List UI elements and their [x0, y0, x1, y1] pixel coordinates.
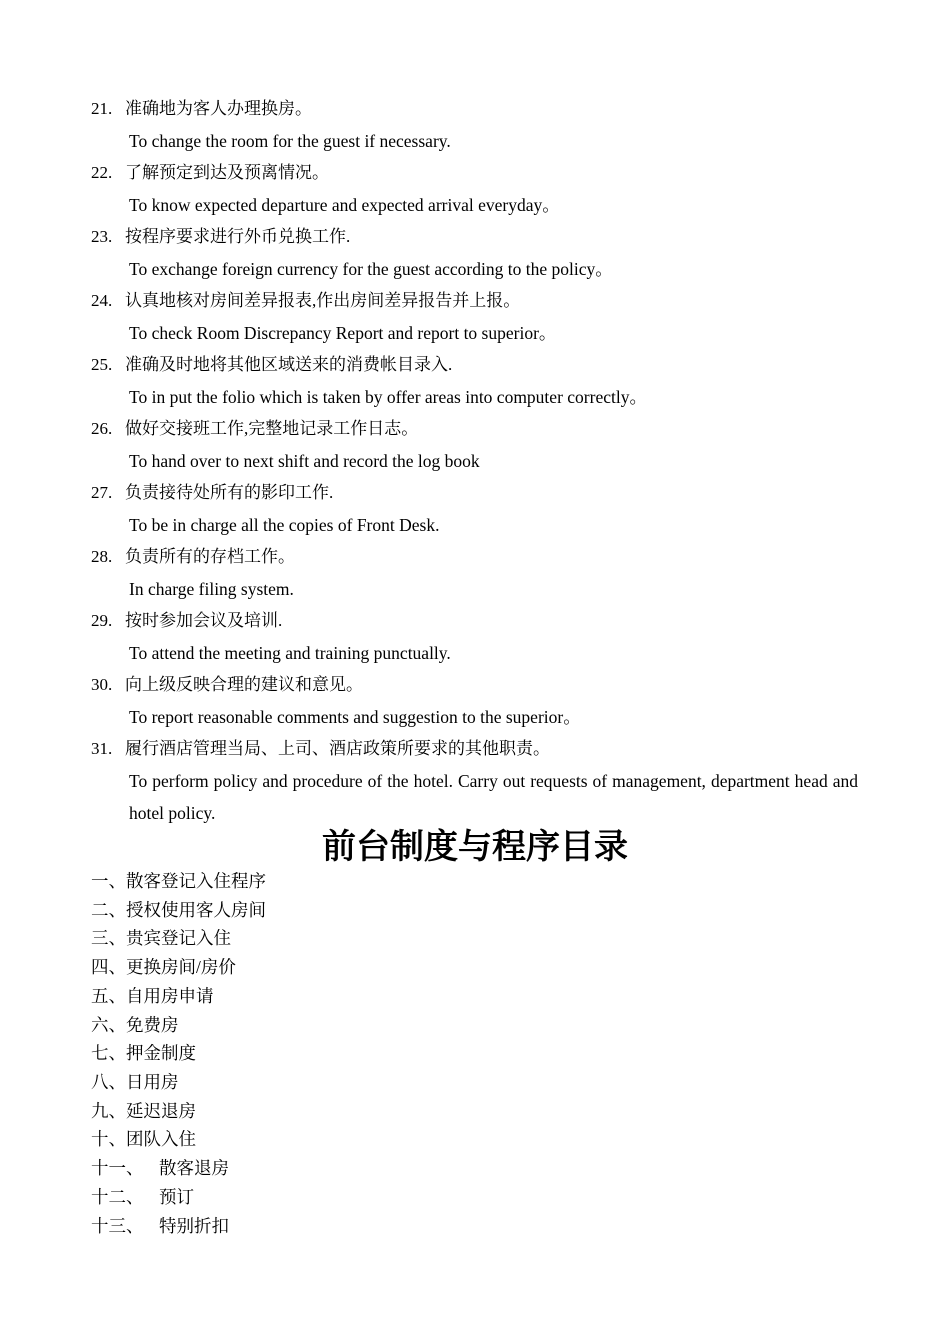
toc-item — [91, 1070, 179, 1094]
toc-number: 七、 — [91, 1043, 126, 1063]
toc-number: 十三、 — [91, 1216, 144, 1236]
toc-number: 六、 — [91, 1015, 126, 1035]
toc-text: 特别折扣 — [159, 1216, 229, 1236]
duty-number: 30. — [91, 675, 113, 694]
duty-english: To in put the folio which is taken by offer areas into computer correctly。 — [129, 387, 647, 407]
toc-text: 日用房 — [126, 1072, 179, 1092]
duty-chinese: 了解预定到达及预离情况。 — [125, 163, 329, 182]
duty-english: To report reasonable comments and suggestion to the superior。 — [129, 707, 581, 727]
duty-chinese: 负责接待处所有的影印工作. — [125, 483, 334, 502]
duty-chinese: 履行酒店管理当局、上司、酒店政策所要求的其他职责。 — [125, 739, 550, 758]
toc-number: 五、 — [91, 986, 126, 1006]
duty-number: 26. — [91, 419, 113, 438]
duty-english: To perform policy and procedure of the hotel. Carry out requests of management, department head and hotel policy. — [129, 771, 858, 823]
toc-item — [91, 926, 231, 950]
toc-item — [91, 1099, 196, 1123]
duty-english: To know expected departure and expected arrival everyday。 — [129, 195, 560, 215]
duty-number: 31. — [91, 739, 113, 758]
duty-number: 28. — [91, 547, 113, 566]
toc-text: 延迟退房 — [126, 1101, 196, 1121]
toc-item — [91, 955, 236, 979]
duty-number: 23. — [91, 227, 113, 246]
toc-text: 更换房间/房价 — [126, 957, 236, 977]
toc-number: 四、 — [91, 957, 126, 977]
duty-chinese: 按时参加会议及培训. — [125, 611, 283, 630]
toc-item — [91, 1214, 229, 1238]
duty-number: 25. — [91, 355, 113, 374]
toc-item — [91, 869, 266, 893]
toc-number: 十、 — [91, 1129, 126, 1149]
toc-number: 二、 — [91, 900, 126, 920]
toc-number: 十一、 — [91, 1158, 144, 1178]
duty-number: 22. — [91, 163, 113, 182]
duty-chinese: 认真地核对房间差异报表,作出房间差异报告并上报。 — [125, 291, 521, 310]
duty-chinese: 准确及时地将其他区域送来的消费帐目录入. — [125, 355, 453, 374]
toc-text: 自用房申请 — [126, 986, 214, 1006]
toc-number: 一、 — [91, 871, 126, 891]
toc-item — [91, 1041, 196, 1065]
duty-english: In charge filing system. — [129, 579, 294, 599]
duty-english: To check Room Discrepancy Report and report to superior。 — [129, 323, 557, 343]
toc-item — [91, 1013, 179, 1037]
toc-text: 散客退房 — [159, 1158, 229, 1178]
duty-chinese: 负责所有的存档工作。 — [125, 547, 295, 566]
toc-text: 散客登记入住程序 — [126, 871, 266, 891]
toc-text: 免费房 — [126, 1015, 179, 1035]
duty-english: To be in charge all the copies of Front Desk. — [129, 515, 440, 535]
section-title: 前台制度与程序目录 — [322, 827, 628, 867]
duty-english: To attend the meeting and training punctually. — [129, 643, 451, 663]
duty-english: To change the room for the guest if necessary. — [129, 131, 451, 151]
duty-english: To exchange foreign currency for the guest according to the policy。 — [129, 259, 613, 279]
toc-number: 九、 — [91, 1101, 126, 1121]
duty-english: To hand over to next shift and record the log book — [129, 451, 480, 471]
duty-number: 29. — [91, 611, 113, 630]
toc-item — [91, 1185, 194, 1209]
toc-number: 八、 — [91, 1072, 126, 1092]
toc-text: 贵宾登记入住 — [126, 928, 231, 948]
toc-number: 十二、 — [91, 1187, 144, 1207]
duty-chinese: 按程序要求进行外币兑换工作. — [125, 227, 351, 246]
toc-item — [91, 1156, 229, 1180]
duty-chinese: 做好交接班工作,完整地记录工作日志。 — [125, 419, 419, 438]
duty-number: 24. — [91, 291, 113, 310]
toc-number: 三、 — [91, 928, 126, 948]
toc-item — [91, 984, 214, 1008]
toc-text: 预订 — [159, 1187, 194, 1207]
toc-text: 押金制度 — [126, 1043, 196, 1063]
toc-item — [91, 1127, 196, 1151]
duty-number: 27. — [91, 483, 113, 502]
duty-chinese: 准确地为客人办理换房。 — [125, 99, 312, 118]
duty-number: 21. — [91, 99, 113, 118]
duty-chinese: 向上级反映合理的建议和意见。 — [125, 675, 363, 694]
toc-text: 团队入住 — [126, 1129, 196, 1149]
toc-item — [91, 898, 266, 922]
toc-text: 授权使用客人房间 — [126, 900, 266, 920]
